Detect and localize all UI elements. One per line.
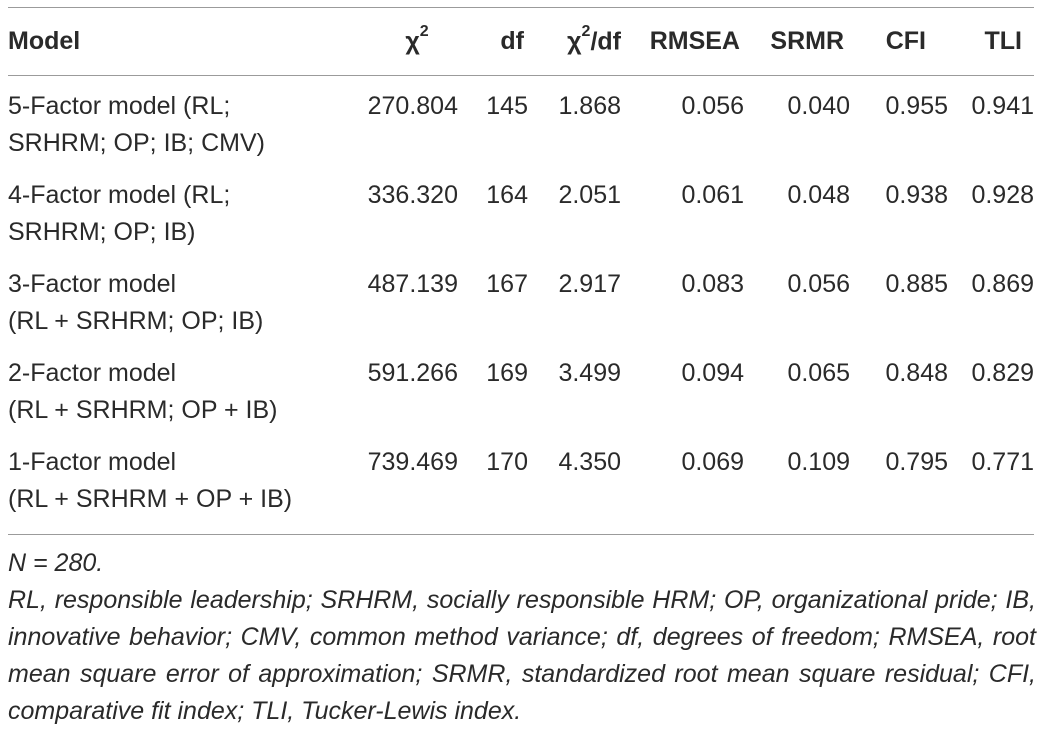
model-cell: 5-Factor model (RL; SRHRM; OP; IB; CMV): [8, 92, 265, 157]
sample-size-note: N = 280.: [8, 549, 104, 577]
tli-cell: 0.771: [948, 432, 1034, 535]
model-cell: 3-Factor model (RL + SRHRM; OP; IB): [8, 270, 264, 335]
header-tli: TLI: [948, 8, 1034, 76]
table-row: [8, 343, 1034, 432]
chi-square-cell: 336.320: [367, 181, 458, 209]
srmr-cell: 0.040: [787, 92, 850, 120]
table-row: [8, 165, 1034, 254]
df-cell: 164: [486, 181, 528, 209]
header-srmr: SRMR: [744, 8, 850, 76]
cfi-cell: 0.848: [885, 359, 948, 387]
chi-square-df-cell: 2.917: [558, 270, 621, 298]
rmsea-cell: 0.061: [681, 181, 744, 209]
header-df: df: [458, 8, 528, 76]
srmr-cell: 0.056: [787, 270, 850, 298]
header-model: Model: [8, 8, 346, 76]
table-row: [8, 432, 1034, 535]
chi-square-cell: 487.139: [367, 270, 458, 298]
cfi-cell: 0.795: [850, 432, 948, 535]
table-row: [8, 76, 1034, 166]
rmsea-cell: 0.094: [681, 359, 744, 387]
table-row: [8, 254, 1034, 343]
df-cell: 170: [458, 432, 528, 535]
model-cell: 2-Factor model (RL + SRHRM; OP + IB): [8, 359, 278, 424]
tli-cell: 0.928: [971, 181, 1034, 209]
model-fit-table: [8, 7, 1034, 535]
chi-square-df-cell: 4.350: [528, 432, 621, 535]
srmr-cell: 0.065: [787, 359, 850, 387]
header-chi-square-df: $\chi^2/df$: [528, 8, 621, 76]
header-row: [8, 8, 1034, 76]
cfi-cell: 0.955: [885, 92, 948, 120]
abbreviations-note: RL, responsible leadership; SRHRM, socially responsible HRM; OP, organizational pride; IB, innovative behavior; CMV, common method variance; df, degrees of freedom; RMSEA, root mean square error of approximation; SRMR, standardized root mean square residual; CFI, comparative fit index; TLI, Tucker-Lewis index.: [8, 586, 1036, 725]
header-cfi: CFI: [850, 8, 948, 76]
tli-cell: 0.829: [971, 359, 1034, 387]
cfi-cell: 0.938: [885, 181, 948, 209]
header-chi-square: $\chi^2$: [346, 8, 458, 76]
chi-square-df-cell: 3.499: [558, 359, 621, 387]
rmsea-cell: 0.056: [681, 92, 744, 120]
table-notes: [8, 545, 1036, 730]
model-cell: 1-Factor model (RL + SRHRM + OP + IB): [8, 432, 346, 535]
srmr-cell: 0.109: [744, 432, 850, 535]
tli-cell: 0.941: [971, 92, 1034, 120]
tli-cell: 0.869: [971, 270, 1034, 298]
rmsea-cell: 0.069: [621, 432, 744, 535]
df-cell: 167: [486, 270, 528, 298]
chi-square-df-cell: 1.868: [558, 92, 621, 120]
chi-square-cell: 591.266: [367, 359, 458, 387]
rmsea-cell: 0.083: [681, 270, 744, 298]
chi-square-cell: 739.469: [346, 432, 458, 535]
srmr-cell: 0.048: [787, 181, 850, 209]
chi-square-df-cell: 2.051: [558, 181, 621, 209]
df-cell: 169: [486, 359, 528, 387]
chi-square-cell: 270.804: [367, 92, 458, 120]
df-cell: 145: [486, 92, 528, 120]
model-cell: 4-Factor model (RL; SRHRM; OP; IB): [8, 181, 231, 246]
model-fit-table-container: [8, 7, 1034, 535]
header-rmsea: RMSEA: [621, 8, 744, 76]
cfi-cell: 0.885: [885, 270, 948, 298]
